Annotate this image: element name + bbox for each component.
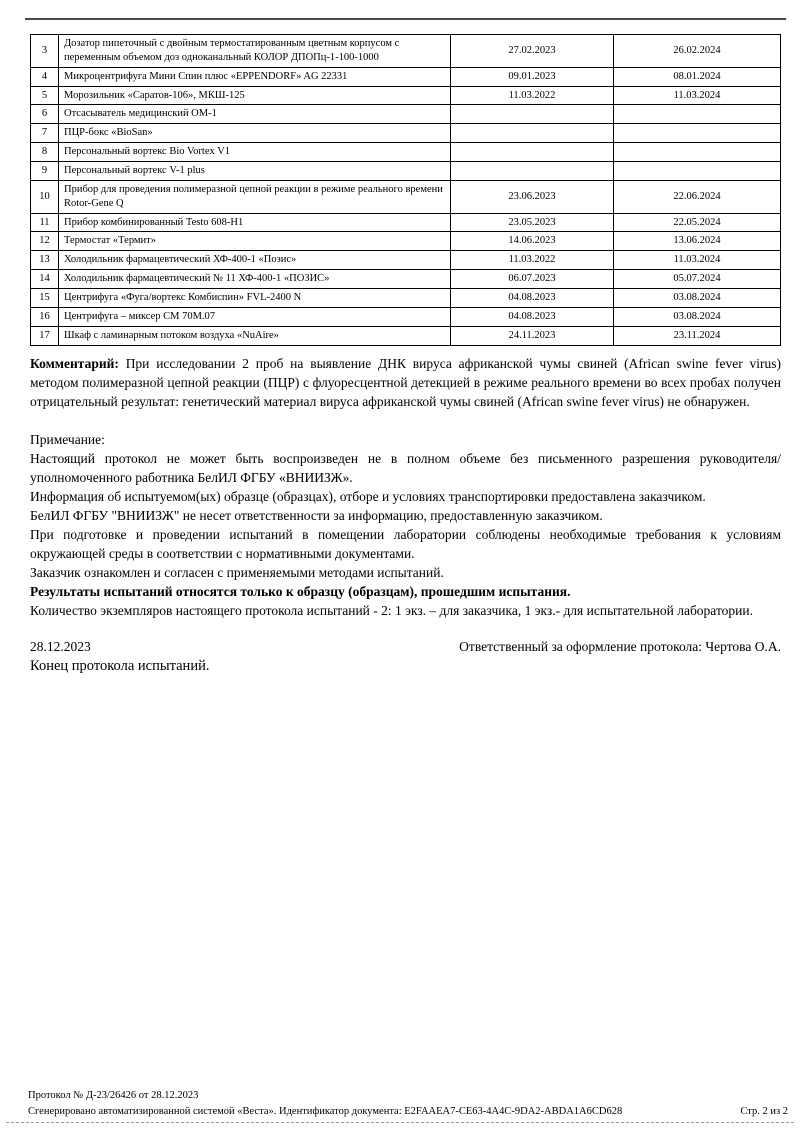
cell-valid: 22.05.2024	[614, 213, 781, 232]
table-row	[31, 307, 781, 326]
cell-num: 16	[31, 307, 59, 326]
cell-name: Отсасыватель медицинский ОМ-1	[59, 105, 451, 124]
cell-valid: 03.08.2024	[614, 289, 781, 308]
cell-valid: 03.08.2024	[614, 307, 781, 326]
cell-name: Дозатор пипеточный с двойным термостатированным цветным корпусом с переменным объемом доз одноканальный КОЛОР ДПОПц-1-100-1000	[59, 35, 451, 68]
cell-verified: 11.03.2022	[451, 86, 614, 105]
cell-verified: 23.06.2023	[451, 180, 614, 213]
cell-valid: 23.11.2024	[614, 326, 781, 345]
cell-valid: 26.02.2024	[614, 35, 781, 68]
cell-name: Прибор комбинированный Testo 608-H1	[59, 213, 451, 232]
cell-name: Морозильник «Саратов-106», МКШ-125	[59, 86, 451, 105]
note-line: Результаты испытаний относятся только к образцу (образцам), прошедшим испытания.	[30, 583, 571, 599]
equipment-table	[30, 34, 781, 346]
cell-verified	[451, 124, 614, 143]
protocol-date: 28.12.2023	[30, 638, 91, 654]
footer-protocol-number: Протокол № Д-23/26426 от 28.12.2023	[28, 1090, 199, 1101]
table-row	[31, 124, 781, 143]
cell-name: Холодильник фармацевтический ХФ-400-1 «Позис»	[59, 251, 451, 270]
cell-verified: 06.07.2023	[451, 270, 614, 289]
cell-name: Прибор для проведения полимеразной цепной реакции в режиме реального времени Rotor-Gene Q	[59, 180, 451, 213]
table-row	[31, 35, 781, 68]
cell-num: 15	[31, 289, 59, 308]
note-heading: Примечание:	[30, 431, 105, 447]
cell-verified: 09.01.2023	[451, 67, 614, 86]
footer-page-number: Стр. 2 из 2	[740, 1105, 788, 1117]
footer-generated-line	[28, 1104, 788, 1120]
cell-num: 3	[31, 35, 59, 68]
footer-generated-text: Сгенерировано автоматизированной системой «Веста». Идентификатор документа: E2FAAEA7-CE63-4A4C-9DA2-ABDA1A6CD628	[28, 1105, 623, 1117]
cell-name: Холодильник фармацевтический № 11 ХФ-400-1 «ПОЗИС»	[59, 270, 451, 289]
table-row	[31, 67, 781, 86]
comment-paragraph	[30, 354, 781, 411]
cell-verified	[451, 105, 614, 124]
cell-valid: 13.06.2024	[614, 232, 781, 251]
cell-num: 4	[31, 67, 59, 86]
bottom-cut-line	[6, 1122, 794, 1123]
cell-num: 6	[31, 105, 59, 124]
note-line: БелИЛ ФГБУ "ВНИИЗЖ" не несет ответственности за информацию, предоставленную заказчиком.	[30, 507, 603, 523]
comment-text: При исследовании 2 проб на выявление ДНК вируса африканской чумы свиней (African swine fever virus) методом полимеразной цепной реакции (ПЦР) с флуоресцентной детекцией в режиме реального времени во всех пробах получен отрицательный результат: генетический материал вируса африканской чумы свиней (African swine fever virus) не обнаружен.	[30, 355, 781, 409]
cell-valid: 22.06.2024	[614, 180, 781, 213]
equipment-table-body	[31, 35, 781, 346]
table-row	[31, 162, 781, 181]
note-line: Количество экземпляров настоящего протокола испытаний - 2: 1 экз. – для заказчика, 1 экз.- для испытательной лаборатории.	[30, 602, 753, 618]
cell-num: 9	[31, 162, 59, 181]
cell-num: 7	[31, 124, 59, 143]
cell-num: 14	[31, 270, 59, 289]
table-row	[31, 105, 781, 124]
cell-num: 10	[31, 180, 59, 213]
table-row	[31, 232, 781, 251]
cell-name: Центрифуга «Фуга/вортекс Комбиспин» FVL-2400 N	[59, 289, 451, 308]
table-row	[31, 180, 781, 213]
responsible-person: Ответственный за оформление протокола: Чертова О.А.	[459, 638, 781, 654]
table-row	[31, 143, 781, 162]
cell-valid: 08.01.2024	[614, 67, 781, 86]
cell-verified	[451, 162, 614, 181]
cell-name: Персональный вортекс V-1 plus	[59, 162, 451, 181]
cell-name: Центрифуга – миксер СМ 70М.07	[59, 307, 451, 326]
page-footer	[28, 1088, 788, 1119]
table-row	[31, 289, 781, 308]
end-of-protocol-line: Конец протокола испытаний.	[30, 657, 210, 674]
cell-verified: 11.03.2022	[451, 251, 614, 270]
cell-num: 8	[31, 143, 59, 162]
cell-valid: 11.03.2024	[614, 86, 781, 105]
table-row	[31, 86, 781, 105]
cell-valid: 05.07.2024	[614, 270, 781, 289]
cell-verified: 27.02.2023	[451, 35, 614, 68]
notes-list	[30, 449, 781, 620]
cell-valid	[614, 162, 781, 181]
cell-verified: 04.08.2023	[451, 289, 614, 308]
cell-num: 12	[31, 232, 59, 251]
cell-verified	[451, 143, 614, 162]
cell-verified: 04.08.2023	[451, 307, 614, 326]
comment-label: Комментарий:	[30, 355, 119, 371]
cell-valid	[614, 105, 781, 124]
note-line: Информация об испытуемом(ых) образце (образцах), отборе и условиях транспортировки предоставлена заказчиком.	[30, 488, 706, 504]
signature-row	[30, 637, 781, 656]
cell-verified: 14.06.2023	[451, 232, 614, 251]
cell-num: 11	[31, 213, 59, 232]
cell-name: Термостат «Термит»	[59, 232, 451, 251]
cell-num: 5	[31, 86, 59, 105]
table-row	[31, 326, 781, 345]
note-line: При подготовке и проведении испытаний в помещении лаборатории соблюдены необходимые требования к условиям окружающей среды в соответствии с нормативными документами.	[30, 526, 781, 561]
table-row	[31, 270, 781, 289]
cell-name: Микроцентрифуга Мини Спин плюс «EPPENDORF» AG 22331	[59, 67, 451, 86]
cell-valid	[614, 124, 781, 143]
cell-valid	[614, 143, 781, 162]
page-content	[30, 34, 781, 676]
cell-verified: 23.05.2023	[451, 213, 614, 232]
cell-num: 17	[31, 326, 59, 345]
cell-name: ПЦР-бокс «BioSan»	[59, 124, 451, 143]
note-line: Заказчик ознакомлен и согласен с применяемыми методами испытаний.	[30, 564, 444, 580]
table-row	[31, 213, 781, 232]
cell-name: Персональный вортекс Bio Vortex V1	[59, 143, 451, 162]
cell-verified: 24.11.2023	[451, 326, 614, 345]
table-row	[31, 251, 781, 270]
note-line: Настоящий протокол не может быть воспроизведен не в полном объеме без письменного разрешения руководителя/уполномоченного работника БелИЛ ФГБУ «ВНИИЗЖ».	[30, 450, 781, 485]
cell-name: Шкаф с ламинарным потоком воздуха «NuAire»	[59, 326, 451, 345]
cell-valid: 11.03.2024	[614, 251, 781, 270]
top-separator-line	[25, 18, 786, 20]
cell-num: 13	[31, 251, 59, 270]
